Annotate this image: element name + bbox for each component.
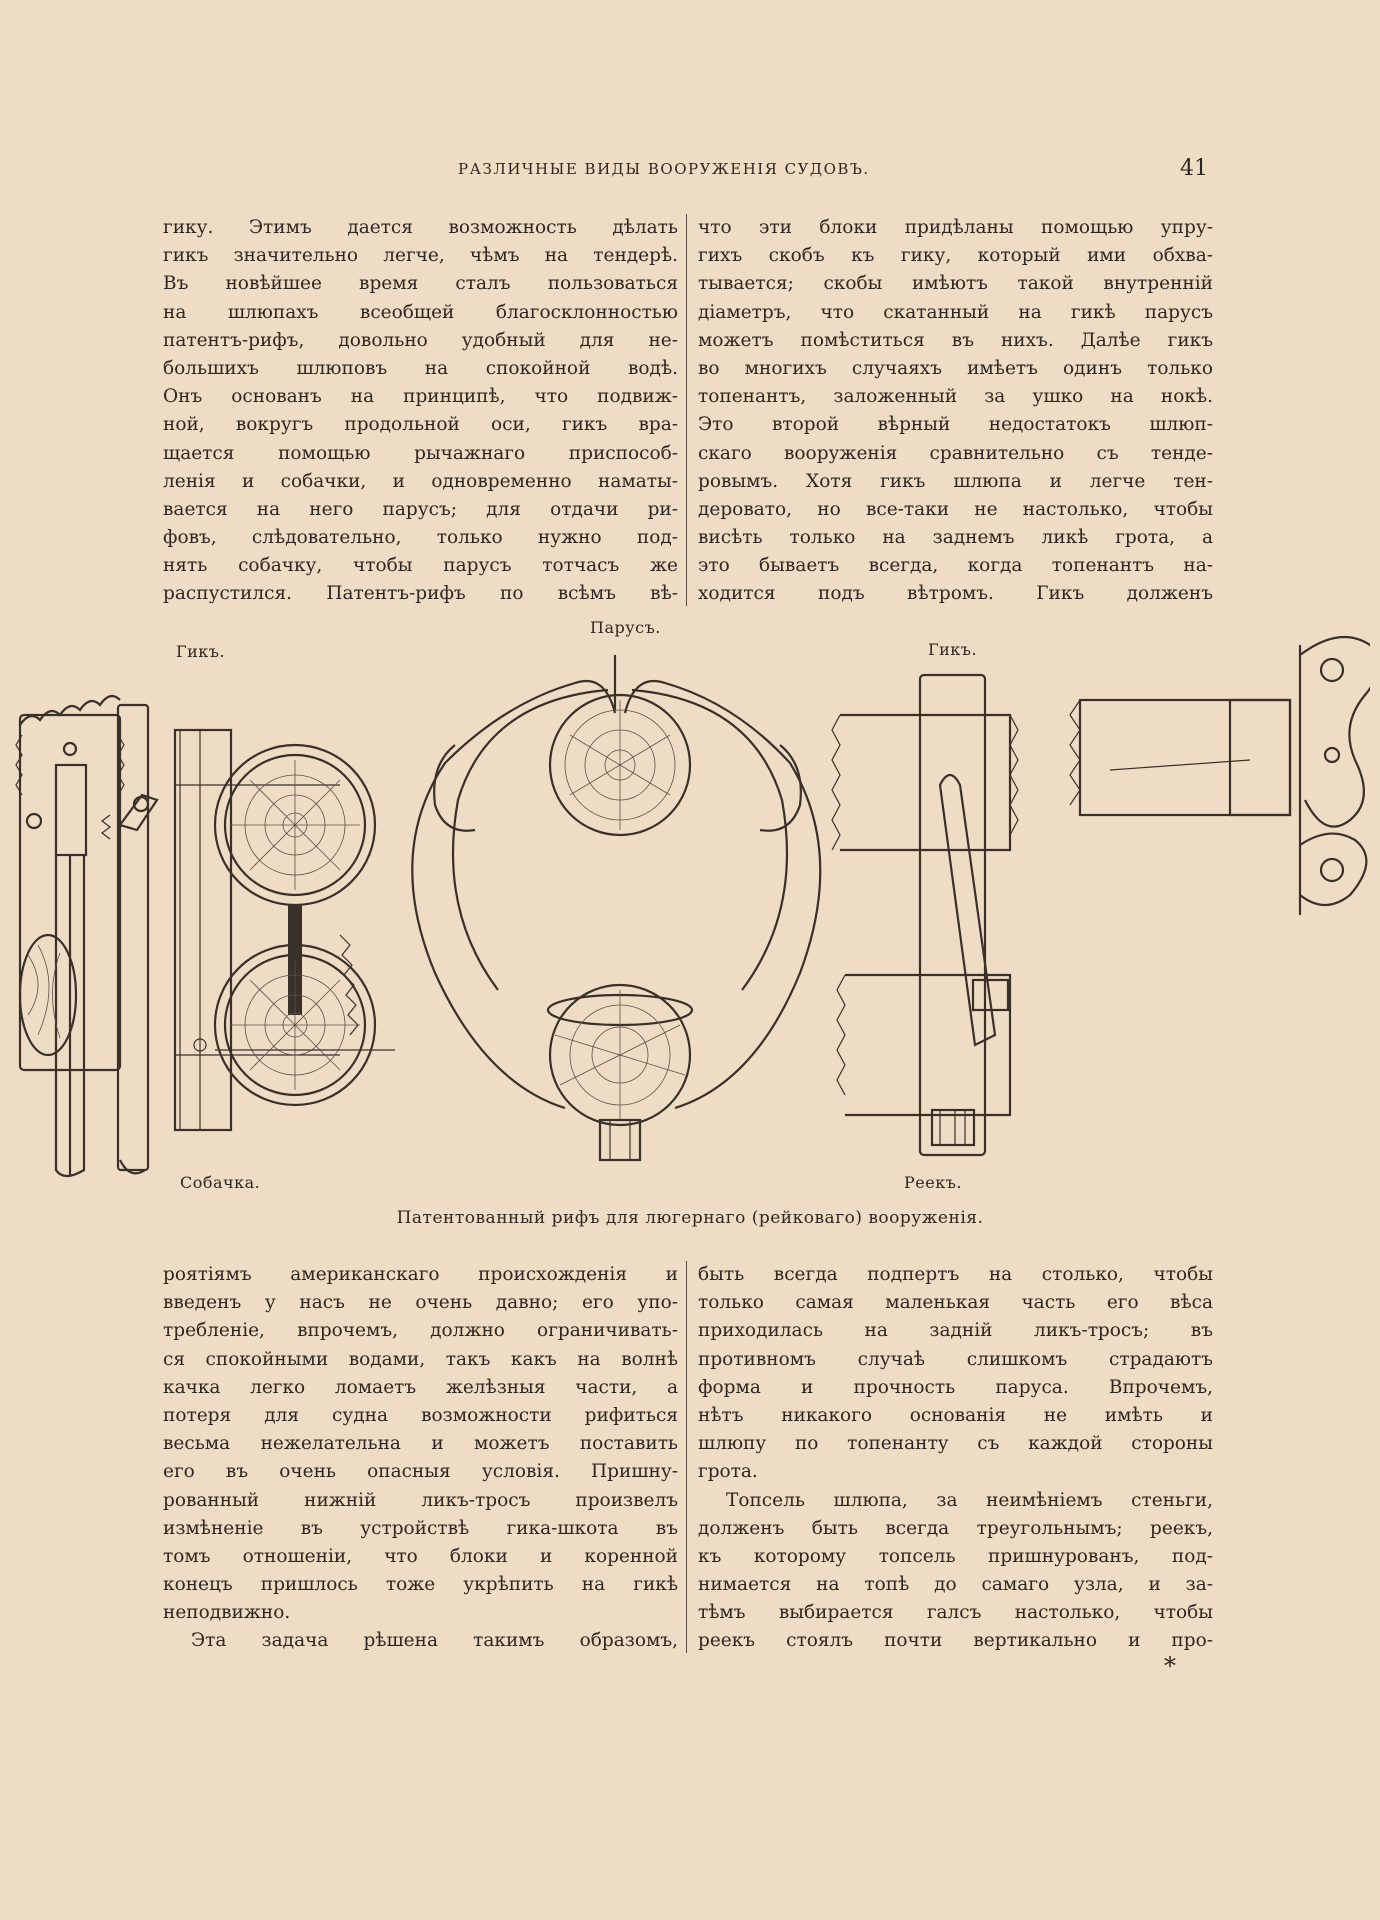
figure-label-gik-left: Гикъ. xyxy=(176,642,226,661)
text-line: качка легко ломаетъ желѣзныя части, а xyxy=(163,1376,678,1398)
text-line: томъ отношеніи, что блоки и коренной xyxy=(163,1545,678,1567)
text-line: это бываетъ всегда, когда топенантъ на- xyxy=(698,555,1213,577)
text-line: противномъ случаѣ слишкомъ страдаютъ xyxy=(698,1348,1213,1370)
text-column-left-lower xyxy=(163,1261,678,1656)
text-line: большихъ шлюповъ на спокойной водѣ. xyxy=(163,357,678,379)
text-line: гику. Этимъ дается возможность дѣлать xyxy=(163,217,678,238)
text-line: гихъ скобъ къ гику, который ими обхва- xyxy=(698,245,1213,267)
text-line: форма и прочность паруса. Впрочемъ, xyxy=(698,1376,1213,1398)
text-line: быть всегда подпертъ на столько, чтобы xyxy=(698,1264,1213,1285)
text-line: его въ очень опасныя условія. Пришну- xyxy=(163,1461,678,1483)
column-divider xyxy=(686,1261,687,1653)
text-line: Онъ основанъ на принципѣ, что подвиж- xyxy=(163,386,678,408)
text-line: тѣмъ выбирается галсъ настолько, чтобы xyxy=(698,1602,1213,1624)
ratchet-assembly-drawing xyxy=(16,696,395,1176)
text-line: неподвижно. xyxy=(163,1602,291,1624)
text-line: нѣтъ никакого основанія не имѣть и xyxy=(698,1404,1213,1426)
text-line: ся спокойными водами, такъ какъ на волнѣ xyxy=(163,1348,678,1370)
text-line: Топсель шлюпа, за неимѣніемъ стеньги, xyxy=(726,1489,1213,1511)
text-line: только самая маленькая часть его вѣса xyxy=(698,1292,1213,1314)
text-line: введенъ у насъ не очень давно; его упо- xyxy=(163,1292,678,1314)
text-line: ровымъ. Хотя гикъ шлюпа и легче тен- xyxy=(698,470,1213,492)
figure-label-gik-right: Гикъ. xyxy=(928,640,978,659)
text-line: ной, вокругъ продольной оси, гикъ вра- xyxy=(163,414,678,436)
text-line: патентъ-рифъ, довольно удобный для не- xyxy=(163,329,678,351)
text-line: висѣть только на заднемъ ликѣ грота, а xyxy=(698,527,1213,549)
signature-mark: * xyxy=(1164,1652,1176,1680)
text-line: щается помощью рычажнаго приспособ- xyxy=(163,442,678,464)
text-line: распустился. Патентъ-рифъ по всѣмъ вѣ- xyxy=(163,583,678,605)
text-line: роятіямъ американскаго происхожденія и xyxy=(163,1264,678,1285)
text-line: можетъ помѣститься въ нихъ. Далѣе гикъ xyxy=(698,329,1213,351)
text-line: измѣненіе въ устройствѣ гика-шкота въ xyxy=(163,1517,678,1539)
figure-caption: Патентованный рифъ для люгернаго (рейковаго) вооруженія. xyxy=(396,1208,984,1228)
figure-label-parus: Парусъ. xyxy=(590,618,661,637)
text-line: къ которому топсель пришнурованъ, под- xyxy=(698,1545,1213,1567)
text-line: тывается; скобы имѣютъ такой внутренній xyxy=(698,273,1213,295)
text-line: Въ новѣйшее время сталъ пользоваться xyxy=(163,273,678,295)
text-line: Эта задача рѣшена такимъ образомъ, xyxy=(191,1630,678,1652)
text-line: грота. xyxy=(698,1461,758,1483)
text-column-right-upper xyxy=(698,214,1213,609)
crank-handle-drawing xyxy=(1070,637,1370,915)
text-line: во многихъ случаяхъ имѣетъ одинъ только xyxy=(698,357,1213,379)
text-line: реекъ стоялъ почти вертикально и про- xyxy=(698,1630,1213,1652)
text-line: шлюпу по топенанту съ каждой стороны xyxy=(698,1433,1213,1455)
figure-label-reek: Реекъ. xyxy=(904,1173,962,1192)
text-line: требленіе, впрочемъ, должно ограничивать- xyxy=(163,1320,678,1342)
page-number: 41 xyxy=(1180,156,1208,181)
figure-label-sobachka: Собачка. xyxy=(180,1173,261,1192)
column-divider xyxy=(686,214,687,606)
text-line: конецъ пришлось тоже укрѣпить на гикѣ xyxy=(163,1574,678,1596)
text-line: весьма нежелательна и можетъ поставить xyxy=(163,1433,678,1455)
text-line: потеря для судна возможности рифиться xyxy=(163,1404,678,1426)
gik-with-reek-drawing xyxy=(832,675,1018,1155)
text-line: скаго вооруженія сравнительно съ тенде- xyxy=(698,442,1213,464)
text-line: долженъ быть всегда треугольнымъ; реекъ, xyxy=(698,1517,1213,1539)
text-column-right-lower xyxy=(698,1261,1213,1656)
text-line: нимается на топѣ до самаго узла, и за- xyxy=(698,1574,1213,1596)
sail-clamp-drawing xyxy=(412,655,820,1160)
text-line: фовъ, слѣдовательно, только нужно под- xyxy=(163,527,678,549)
text-line: приходилась на задній ликъ-тросъ; въ xyxy=(698,1320,1213,1342)
text-line: топенантъ, заложенный за ушко на нокѣ. xyxy=(698,386,1213,408)
text-line: рованный нижній ликъ-тросъ произвелъ xyxy=(163,1489,678,1511)
text-line: ленія и собачки, и одновременно наматы- xyxy=(163,470,678,492)
text-column-left-upper xyxy=(163,214,678,609)
text-line: діаметръ, что скатанный на гикѣ парусъ xyxy=(698,301,1213,323)
text-line: ходится подъ вѣтромъ. Гикъ долженъ xyxy=(698,583,1213,605)
text-line: что эти блоки придѣланы помощью упру- xyxy=(698,217,1213,238)
text-line: нять собачку, чтобы парусъ тотчасъ же xyxy=(163,555,678,577)
text-line: на шлюпахъ всеобщей благосклонностью xyxy=(163,301,678,323)
text-line: Это второй вѣрный недостатокъ шлюп- xyxy=(698,414,1213,436)
text-line: гикъ значительно легче, чѣмъ на тендерѣ. xyxy=(163,245,678,267)
running-title: РАЗЛИЧНЫЕ ВИДЫ ВООРУЖЕНІЯ СУДОВЪ. xyxy=(458,160,870,178)
text-line: вается на него парусъ; для отдачи ри- xyxy=(163,498,678,520)
text-line: деровато, но все-таки не настолько, чтобы xyxy=(698,498,1213,520)
patent-reef-illustration xyxy=(10,615,1370,1195)
